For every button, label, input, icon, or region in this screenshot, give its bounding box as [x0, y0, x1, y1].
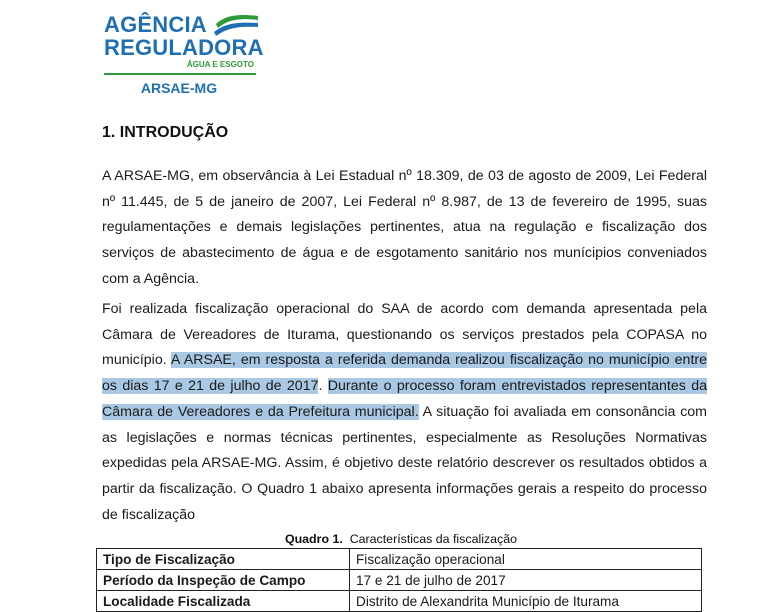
paragraph-intro: A ARSAE-MG, em observância à Lei Estadual nº 18.309, de 03 de agosto de 2009, Lei Federal nº 11.445, de 5 de janeiro de 2007, Lei Federal nº 8.987, de 13 de fevereiro de 1995, suas regulamentações e demais legislações pertinentes, atua na regulação e fiscalização dos serviços de abastecimento de água e de esgotamento sanitário nos munícipios conveniados com a Agência. — [102, 168, 707, 287]
table-value: Fiscalização operacional — [350, 549, 702, 570]
paragraph-inspection — [102, 297, 707, 528]
table-caption — [96, 532, 706, 546]
paragraph-text: Foi realizada fiscalização operacional do SAA de acordo com demanda apresentada pela Câmara de Vereadores de Iturama, questionando os serviços prestados pela COPASA no município. — [102, 301, 707, 369]
wave-icon — [212, 10, 260, 38]
table-value: Distrito de Alexandrita Município de Iturama — [350, 591, 702, 612]
table-value: 17 e 21 de julho de 2017 — [350, 570, 702, 591]
logo-divider — [104, 73, 256, 75]
paragraph-text: . — [318, 378, 328, 395]
paragraph-text: A situação foi avaliada em consonância com as legislações e normas técnicas pertinentes, especialmente as Resoluções Normativas expedidas pela ARSAE-MG. Assim, é objetivo deste relatório descrever os resultados obtidos a partir da fiscalização. O Quadro 1 abaixo apresenta informações gerais a respeito do processo de fiscalização — [102, 403, 707, 523]
table-key: Localidade Fiscalizada — [97, 591, 350, 612]
caption-text: Características da fiscalização — [349, 532, 518, 546]
logo-subtitle: ÁGUA E ESGOTO — [186, 60, 254, 69]
table-row — [97, 570, 702, 591]
logo-acronym: ARSAE-MG — [140, 80, 218, 96]
table-row — [97, 549, 702, 570]
logo-line2: REGULADORA — [104, 35, 264, 60]
caption-label: Quadro 1. — [284, 532, 343, 546]
table-row — [97, 591, 702, 612]
highlighted-text[interactable]: Durante o processo foram entrevistados representantes da Câmara de Vereadores e da Prefeitura municipal. — [102, 378, 707, 420]
section-heading: 1. INTRODUÇÃO — [102, 124, 229, 141]
logo-line1: AGÊNCIA — [104, 12, 207, 37]
table-key: Período da Inspeção de Campo — [97, 570, 350, 591]
table-key: Tipo de Fiscalização — [97, 549, 350, 570]
inspection-info-table — [96, 548, 702, 612]
highlighted-text[interactable]: A ARSAE, em resposta a referida demanda realizou fiscalização no município entre os dias 17 e 21 de julho de 2017 — [102, 352, 707, 395]
agency-logo — [104, 8, 264, 100]
